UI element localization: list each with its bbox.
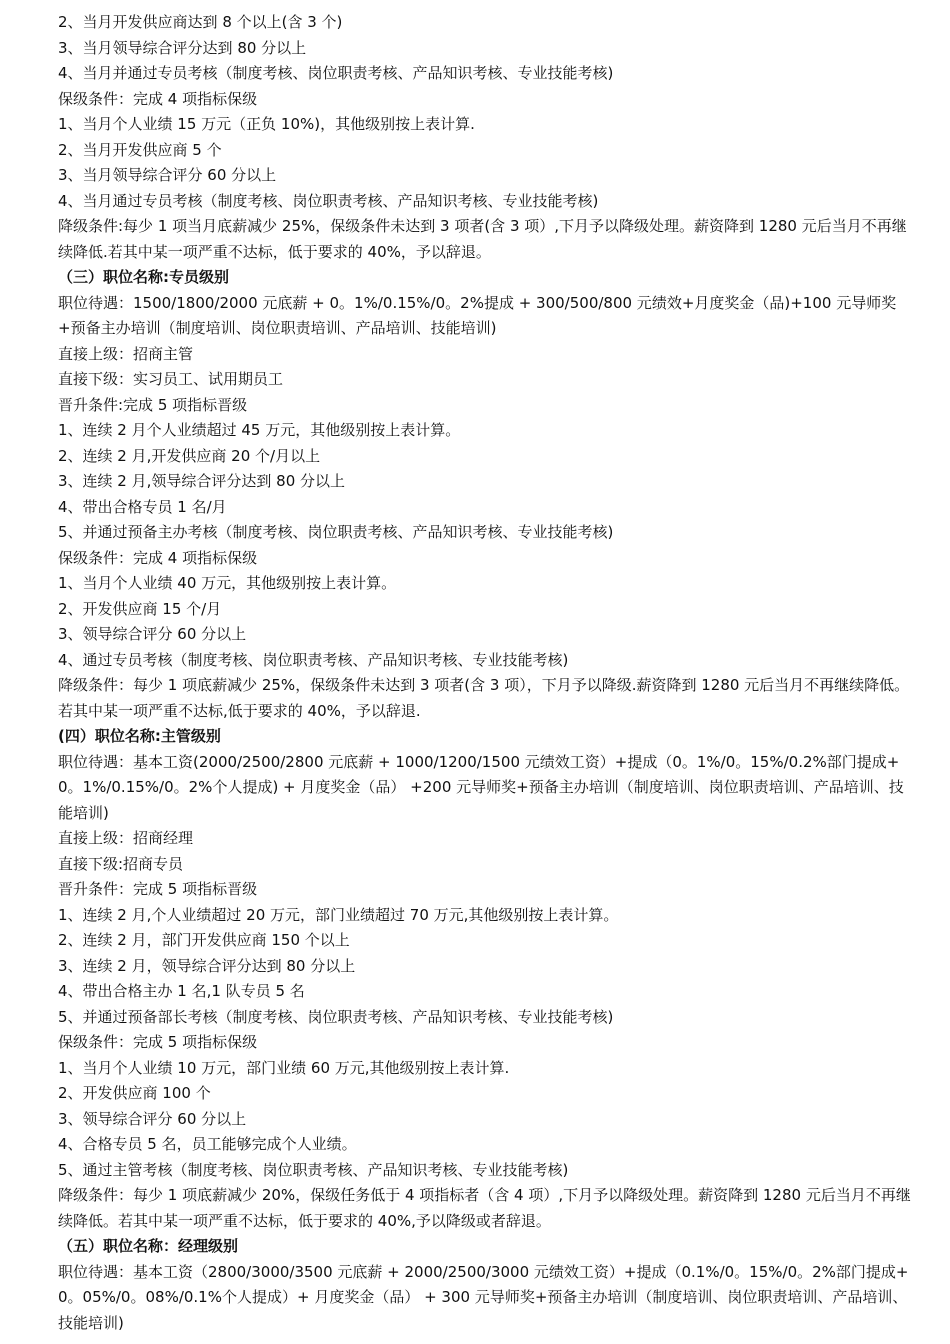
- text-line: 直接上级：招商经理: [58, 829, 194, 847]
- text-line: 晋升条件：完成 5 项指标晋级: [58, 880, 258, 898]
- text-line: 1、连续 2 月,个人业绩超过 20 万元，部门业绩超过 70 万元,其他级别按上表计算。: [58, 905, 619, 924]
- text-line: 职位待遇：基本工资(2000/2500/2800 元底薪 + 1000/1200/1500 元绩效工资）+提成（0。1%/0。15%/0.2%部门提成+0。1%/0.15%/0。2%个人提成) + 月度奖金（品） +200 元导师奖+预备主办培训（制度培训、岗位职责培训、产品培训、技能培训): [58, 752, 904, 822]
- text-line: 2、开发供应商 15 个/月: [58, 599, 222, 618]
- text-line: 3、连续 2 月,领导综合评分达到 80 分以上: [58, 472, 346, 490]
- text-line: 5、并通过预备主办考核（制度考核、岗位职责考核、产品知识考核、专业技能考核): [58, 523, 614, 541]
- text-line: 4、当月通过专员考核（制度考核、岗位职责考核、产品知识考核、专业技能考核): [58, 191, 599, 210]
- text-line: 2、开发供应商 100 个: [58, 1084, 211, 1102]
- text-line: 3、当月领导综合评分 60 分以上: [58, 166, 277, 184]
- text-line: 5、并通过预备部长考核（制度考核、岗位职责考核、产品知识考核、专业技能考核): [58, 1007, 614, 1026]
- text-line: 保级条件：完成 4 项指标保级: [58, 89, 258, 108]
- text-line: 4、通过专员考核（制度考核、岗位职责考核、产品知识考核、专业技能考核): [58, 650, 569, 669]
- text-line: 4、带出合格主办 1 名,1 队专员 5 名: [58, 982, 305, 1000]
- text-line: 4、带出合格专员 1 名/月: [58, 497, 227, 516]
- text-line: 直接上级：招商主管: [58, 344, 194, 363]
- text-line: 3、领导综合评分 60 分以上: [58, 625, 247, 643]
- text-line: 2、当月开发供应商 5 个: [58, 140, 222, 159]
- text-line: 1、当月个人业绩 15 万元（正负 10%)，其他级别按上表计算.: [58, 115, 475, 133]
- text-line: 4、合格专员 5 名，员工能够完成个人业绩。: [58, 1135, 357, 1153]
- text-line: 保级条件：完成 5 项指标保级: [58, 1033, 258, 1051]
- text-line: 降级条件:每少 1 项当月底薪减少 25%，保级条件未达到 3 项者(含 3 项）,下月予以降级处理。薪资降到 1280 元后当月不再继续降低.若其中某一项严重不达标，低于要求的 40%，予以辞退。: [58, 217, 907, 261]
- text-line: 2、连续 2 月,开发供应商 20 个/月以上: [58, 446, 321, 465]
- text-line: 直接下级：实习员工、试用期员工: [58, 370, 284, 388]
- text-line: 晋升条件:完成 5 项指标晋级: [58, 395, 248, 414]
- text-line: 保级条件：完成 4 项指标保级: [58, 548, 258, 567]
- text-line: 3、领导综合评分 60 分以上: [58, 1109, 247, 1128]
- text-line: 1、当月个人业绩 40 万元，其他级别按上表计算。: [58, 574, 397, 592]
- document-page: [0, 10, 950, 1336]
- text-line: 降级条件：每少 1 项底薪减少 25%，保级条件未达到 3 项者(含 3 项），下月予以降级.薪资降到 1280 元后当月不再继续降低。若其中某一项严重不达标,低于要求的 40%，予以辞退.: [58, 676, 910, 720]
- text-line: 2、当月开发供应商达到 8 个以上(含 3 个): [58, 13, 343, 31]
- section-heading: (四）职位名称:主管级别: [58, 727, 221, 745]
- text-line: 2、连续 2 月，部门开发供应商 150 个以上: [58, 931, 350, 949]
- text-line: 4、当月并通过专员考核（制度考核、岗位职责考核、产品知识考核、专业技能考核): [58, 64, 614, 82]
- text-line: 3、当月领导综合评分达到 80 分以上: [58, 38, 307, 57]
- text-line: 1、当月个人业绩 10 万元，部门业绩 60 万元,其他级别按上表计算.: [58, 1058, 510, 1077]
- text-line: 职位待遇：1500/1800/2000 元底薪 + 0。1%/0.15%/0。2%提成 + 300/500/800 元绩效+月度奖金（品)+100 元导师奖+预备主办培训（制度培训、岗位职责培训、产品培训、技能培训): [58, 293, 897, 337]
- text-line: 职位待遇：基本工资（2800/3000/3500 元底薪 + 2000/2500/3000 元绩效工资）+提成（0.1%/0。15%/0。2%部门提成+0。05%/0。08%/0.1%个人提成）+ 月度奖金（品） + 300 元导师奖+预备主办培训（制度培训、岗位职责培训、产品培训、技能培训): [58, 1262, 909, 1332]
- text-line: 直接下级:招商专员: [58, 854, 184, 873]
- text-line: 3、连续 2 月，领导综合评分达到 80 分以上: [58, 956, 356, 975]
- text-line: 5、通过主管考核（制度考核、岗位职责考核、产品知识考核、专业技能考核): [58, 1160, 569, 1179]
- text-line: 降级条件：每少 1 项底薪减少 20%，保级任务低于 4 项指标者（含 4 项）,下月予以降级处理。薪资降到 1280 元后当月不再继续降低。若其中某一项严重不达标，低于要求的 40%,予以降级或者辞退。: [58, 1186, 911, 1230]
- section-heading: （五）职位名称：经理级别: [58, 1237, 239, 1255]
- text-line: 1、连续 2 月个人业绩超过 45 万元，其他级别按上表计算。: [58, 421, 461, 439]
- section-heading: （三）职位名称:专员级别: [58, 268, 229, 286]
